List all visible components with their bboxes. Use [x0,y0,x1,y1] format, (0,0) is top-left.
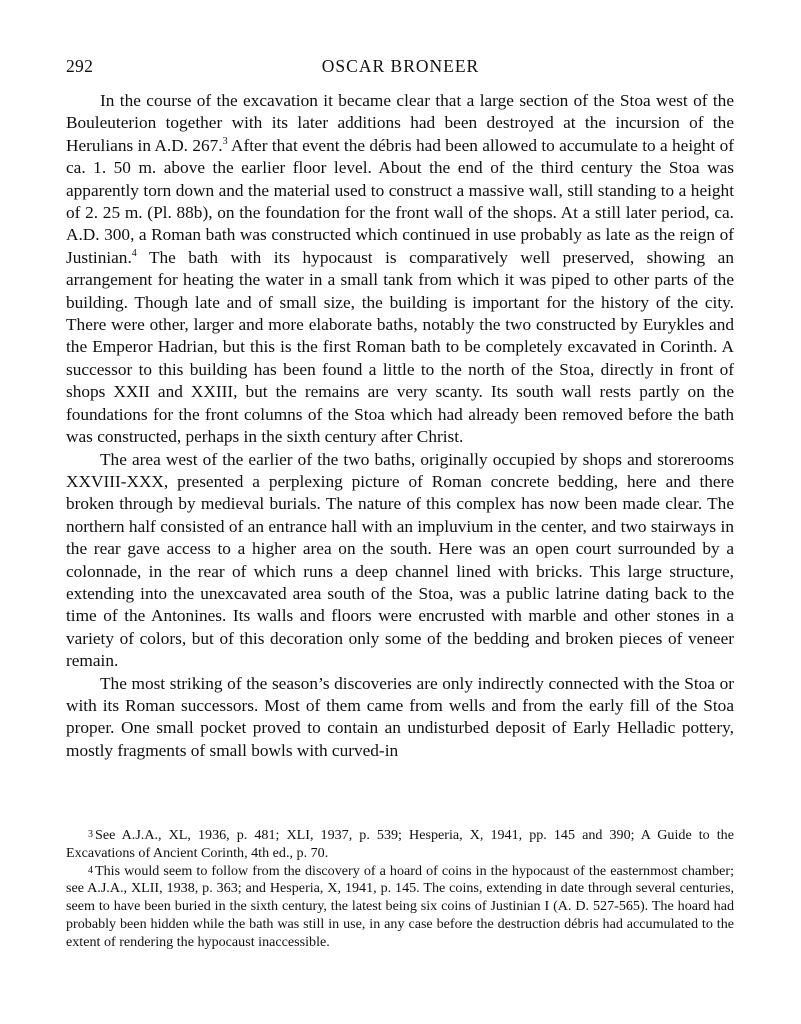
footnote-3: $^3$ See A.J.A., XL, 1936, p. 481; XLI, 1937, p. 539; Hesperia, X, 1941, pp. 145 and 390; A Guide to the Excavations of Ancient Corinth, 4th ed., p. 70. [66,827,734,861]
footnote-mark: 3 [88,829,93,840]
body-text [66,90,734,762]
footnote-ref-3[interactable]: 3 [222,136,228,148]
footnote-ref-4[interactable]: 4 [131,248,137,260]
paragraph-2: The area west of the earlier of the two baths, originally occupied by shops and storerooms XXVIII-XXX, presented a perplexing picture of Roman concrete bedding, here and there broken through by medieval burials. The nature of this complex has now been made clear. The northern half consisted of an entrance hall with an impluvium in the center, and two stairways in the rear gave access to a higher area on the south. Here was an open court surrounded by a colonnade, in the rear of which runs a deep channel lined with bricks. This large structure, extending into the unexcavated area south of the Stoa, was a public latrine dating back to the time of the Antonines. Its walls and floors were encrusted with marble and other stones in a variety of colors, but of this decoration only some of the bedding and broken pieces of veneer remain. [66,449,734,671]
page-header [66,56,735,80]
paragraph-1: In the course of the excavation it became clear that a large section of the Stoa west of the Bouleuterion together with its later additions had been destroyed at the incursion of the Herulians in A.D. 267.$^3$ After that event the débris had been allowed to accumulate to a height of ca. 1. 50 m. above the earlier floor level. About the end of the third century the Stoa was apparently torn down and the material used to construct a massive wall, still standing to a height of 2. 25 m. (Pl. 88b), on the foundation for the front wall of the shops. At a still later period, ca. A.D. 300, a Roman bath was constructed which continued in use probably as late as the reign of Justinian.$^4$ The bath with its hypocaust is comparatively well preserved, showing an arrangement for heating the water in a small tank from which it was piped to other parts of the building. Though late and of small size, the building is important for the history of the city. There were other, larger and more elaborate baths, notably the two constructed by Eurykles and the Emperor Hadrian, but this is the first Roman bath to be completely excavated in Corinth. A successor to this building has been found a little to the north of the Stoa, directly in front of shops XXII and XXIII, but the remains are very scanty. Its south wall rests partly on the foundations for the front columns of the Stoa which had already been removed before the bath was constructed, perhaps in the sixth century after Christ. [66,91,734,447]
page-number: 292 [66,56,94,76]
paragraph-3: The most striking of the season’s discoveries are only indirectly connected with the Stoa or with its Roman successors. Most of them came from wells and from the early fill of the Stoa proper. One small pocket proved to contain an undisturbed deposit of Early Helladic pottery, mostly fragments of small bowls with curved-in [66,673,734,760]
footnote-4: $^4$ This would seem to follow from the discovery of a hoard of coins in the hypocaust of the easternmost chamber; see A.J.A., XLII, 1938, p. 363; and Hesperia, X, 1941, p. 145. The coins, extending in date through several centuries, seem to have been buried in the sixth century, the latest being six coins of Justinian I (A. D. 527-565). The hoard had probably been hidden while the bath was still in use, in any case before the destruction débris had accumulated to the extent of rendering the hypocaust inaccessible. [66,862,734,950]
running-head: OSCAR BRONEER [321,56,480,76]
footnotes [66,827,734,952]
footnote-mark: 4 [88,864,93,876]
